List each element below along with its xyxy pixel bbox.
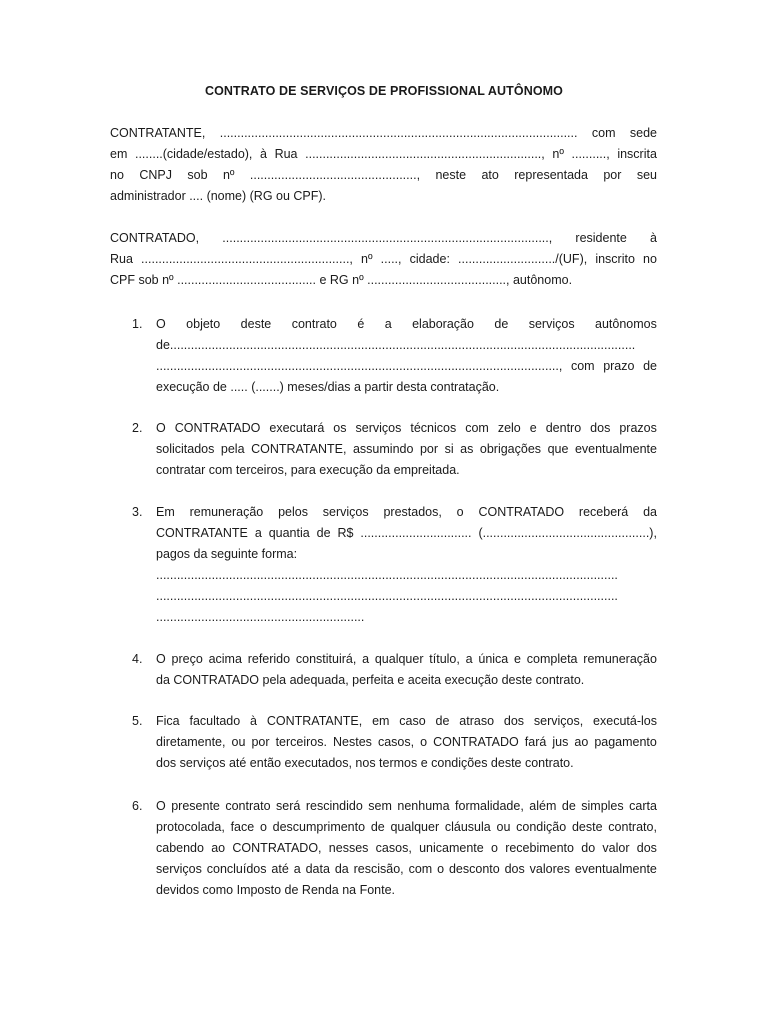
text-line xyxy=(156,732,657,753)
text-line xyxy=(156,460,657,481)
word: dentro xyxy=(545,421,582,435)
text-line xyxy=(156,523,657,544)
word: que xyxy=(547,442,569,456)
word: presente xyxy=(171,799,220,813)
word: neste xyxy=(435,168,467,182)
word: serviços xyxy=(322,505,369,519)
word: da xyxy=(643,505,657,519)
word: face xyxy=(230,820,255,834)
clause-number: 4. xyxy=(132,652,143,666)
text-line xyxy=(110,144,657,165)
word: condição xyxy=(516,820,567,834)
word: referido xyxy=(247,652,291,666)
word: O xyxy=(156,421,166,435)
word: dos xyxy=(504,862,525,876)
word: ou xyxy=(496,820,511,834)
word: completa xyxy=(526,652,578,666)
word: descumprimento xyxy=(272,820,366,834)
word: dos xyxy=(590,421,611,435)
word: a xyxy=(362,652,370,666)
text-line xyxy=(110,165,657,186)
text-line xyxy=(156,817,657,838)
text-line xyxy=(156,565,657,586)
word: casos, xyxy=(375,841,412,855)
word: sede xyxy=(629,126,657,140)
word: cidade: xyxy=(409,252,450,266)
word: autônomos xyxy=(595,317,657,331)
word: recebimento xyxy=(505,841,574,855)
text-line xyxy=(156,356,657,377)
text-line xyxy=(156,439,657,460)
word: é xyxy=(357,317,365,331)
word: serviços, xyxy=(533,714,584,728)
word: inscrita xyxy=(617,147,657,161)
word: CONTRATADO xyxy=(174,421,261,435)
clause-text xyxy=(156,796,657,901)
word: de xyxy=(561,799,576,813)
word: cláusula xyxy=(444,820,491,834)
text-line xyxy=(156,418,657,439)
word: quantia xyxy=(268,526,310,540)
text-line xyxy=(156,377,657,398)
word: deste xyxy=(240,317,272,331)
word: solicitados xyxy=(156,442,215,456)
word: em xyxy=(110,147,128,161)
word: .............................................................................................., xyxy=(222,231,553,245)
word: caso xyxy=(399,714,426,728)
text-line xyxy=(156,335,657,356)
text-line xyxy=(156,838,657,859)
word: CONTRATANTE, xyxy=(251,442,347,456)
word: ................................................, xyxy=(249,168,421,182)
word: única xyxy=(478,652,509,666)
word: título, xyxy=(429,652,460,666)
word: executá-los xyxy=(593,714,657,728)
word: CNPJ xyxy=(139,168,172,182)
clause-number: 1. xyxy=(132,317,143,331)
text-line xyxy=(156,586,657,607)
word: será xyxy=(276,799,301,813)
word: com xyxy=(570,359,595,373)
word: CONTRATANTE, xyxy=(110,126,206,140)
word: objeto xyxy=(186,317,221,331)
word: ................................ xyxy=(360,526,472,540)
word: em xyxy=(372,714,390,728)
word: da CONTRATADO pela adequada, perfeita e aceita execução deste contrato. xyxy=(156,673,585,687)
word: por xyxy=(419,442,439,456)
word: deste xyxy=(571,820,603,834)
word: nesses xyxy=(328,841,369,855)
word: técnicos xyxy=(410,421,457,435)
word: .........., xyxy=(571,147,610,161)
word: jus xyxy=(552,735,569,749)
word: simples xyxy=(581,799,624,813)
word: dos serviços até então executados, nos termos e condições deste contrato. xyxy=(156,756,574,770)
clause-number: 6. xyxy=(132,799,143,813)
word: rescindido xyxy=(305,799,363,813)
word: obrigações xyxy=(479,442,542,456)
word: os xyxy=(333,421,347,435)
word: remuneração xyxy=(583,652,657,666)
word: de xyxy=(643,359,657,373)
clause-text xyxy=(156,711,657,774)
word: de xyxy=(435,714,450,728)
text-line xyxy=(110,249,657,270)
word: si xyxy=(444,442,454,456)
word: R$ xyxy=(337,526,354,540)
word: até xyxy=(271,862,289,876)
word: além xyxy=(529,799,557,813)
word: execução de ..... (.......) meses/dias a partir desta contratação. xyxy=(156,380,500,394)
word: nenhuma xyxy=(397,799,450,813)
word: zelo xyxy=(497,421,521,435)
word: fará xyxy=(524,735,547,749)
word: ............................................................, xyxy=(141,252,353,266)
word: CONTRATADO xyxy=(433,735,519,749)
word: de...................................................................................................................................... xyxy=(156,338,636,352)
word: contrato, xyxy=(608,820,657,834)
word: sem xyxy=(368,799,392,813)
word: ao xyxy=(574,735,589,749)
word: ............................/(UF), xyxy=(458,252,588,266)
word: prazos xyxy=(619,421,657,435)
word: o xyxy=(437,862,445,876)
word: serviços xyxy=(156,862,202,876)
word: as xyxy=(460,442,474,456)
word: desconto xyxy=(448,862,500,876)
word: Rua xyxy=(274,147,298,161)
word: CONTRATANTE xyxy=(156,526,248,540)
word: qualquer xyxy=(390,820,440,834)
word: rescisão, xyxy=(353,862,404,876)
word: de xyxy=(494,317,509,331)
word: ...................................................................., xyxy=(305,147,545,161)
word: administrador .... (nome) (RG ou CPF). xyxy=(110,189,327,203)
word: o xyxy=(420,735,428,749)
word: (................................................), xyxy=(478,526,657,540)
word: CONTRATADO xyxy=(478,505,565,519)
word: ............................................................ xyxy=(156,610,365,624)
word: à xyxy=(260,147,267,161)
contratante-paragraph xyxy=(110,123,657,207)
text-line xyxy=(110,270,657,291)
word: Fica xyxy=(156,714,180,728)
word: pagamento xyxy=(594,735,657,749)
word: Nestes xyxy=(333,735,372,749)
word: carta xyxy=(629,799,657,813)
word: elaboração xyxy=(412,317,474,331)
word: pela xyxy=(220,442,245,456)
word: prestados, xyxy=(383,505,442,519)
word: devidos como Imposto de Renda na Fonte. xyxy=(156,883,396,897)
word: e xyxy=(529,421,537,435)
contratado-paragraph xyxy=(110,228,657,291)
word: nº xyxy=(552,147,564,161)
word: a xyxy=(384,317,392,331)
word: de xyxy=(370,820,385,834)
word: protocolada, xyxy=(156,820,225,834)
word: CPF sob nº ........................................ e RG nº ........................................, autônomo. xyxy=(110,273,573,287)
text-line xyxy=(156,711,657,732)
word: com xyxy=(465,421,489,435)
word: do xyxy=(581,841,596,855)
word: serviços xyxy=(528,317,575,331)
word: sob xyxy=(187,168,208,182)
text-line xyxy=(156,753,657,774)
clause-number: 2. xyxy=(132,421,143,435)
word: ....................................................................................................... xyxy=(219,126,578,140)
word: ........(cidade/estado), xyxy=(134,147,253,161)
text-line xyxy=(156,607,657,628)
text-line xyxy=(110,123,657,144)
word: eventualmente xyxy=(574,442,657,456)
word: remuneração xyxy=(189,505,264,519)
word: ato xyxy=(481,168,499,182)
word: ..................................................................................................................................... xyxy=(156,568,618,582)
text-line xyxy=(156,649,657,670)
clause-number: 5. xyxy=(132,714,143,728)
word: pagos da seguinte forma: xyxy=(156,547,298,561)
word: O xyxy=(156,317,166,331)
word: contratar com terceiros, para execução da empreitada. xyxy=(156,463,460,477)
word: à xyxy=(650,231,657,245)
word: CONTRATADO, xyxy=(110,231,200,245)
word: prazo xyxy=(603,359,635,373)
word: com xyxy=(408,862,433,876)
word: a xyxy=(293,862,301,876)
clause-text xyxy=(156,314,657,398)
word: cabendo xyxy=(156,841,204,855)
word: acima xyxy=(208,652,242,666)
word: facultado xyxy=(189,714,241,728)
word: CONTRATANTE, xyxy=(266,714,363,728)
word: ao xyxy=(211,841,226,855)
word: O xyxy=(156,652,166,666)
text-line xyxy=(110,186,657,207)
word: dos xyxy=(503,714,525,728)
clause-text xyxy=(156,502,657,628)
word: da xyxy=(334,862,349,876)
word: contrato xyxy=(291,317,337,331)
word: Rua xyxy=(110,252,133,266)
word: ...................................................................................................................., xyxy=(156,359,563,373)
text-line xyxy=(156,670,657,691)
word: ou xyxy=(231,735,246,749)
text-line xyxy=(156,880,657,901)
word: unicamente xyxy=(419,841,484,855)
word: Em xyxy=(156,505,175,519)
word: assumindo xyxy=(352,442,414,456)
text-line xyxy=(156,544,657,565)
word: seu xyxy=(636,168,657,182)
word: por xyxy=(603,168,622,182)
document-title: CONTRATO DE SERVIÇOS DE PROFISSIONAL AUTÔNOMO xyxy=(204,84,563,98)
word: dos xyxy=(636,841,657,855)
word: atraso xyxy=(459,714,495,728)
text-line xyxy=(110,228,657,249)
word: nº xyxy=(361,252,373,266)
word: a xyxy=(254,526,262,540)
word: de xyxy=(316,526,331,540)
word: e xyxy=(514,652,521,666)
word: nº xyxy=(222,168,235,182)
word: pelos xyxy=(278,505,308,519)
word: no xyxy=(643,252,657,266)
word: inscrito xyxy=(595,252,635,266)
word: à xyxy=(250,714,257,728)
word: por xyxy=(251,735,270,749)
text-line xyxy=(156,796,657,817)
word: o xyxy=(259,820,267,834)
word: ..................................................................................................................................... xyxy=(156,589,618,603)
word: ....., xyxy=(380,252,402,266)
word: diretamente, xyxy=(156,735,226,749)
word: casos, xyxy=(377,735,415,749)
word: valor xyxy=(602,841,630,855)
word: com xyxy=(591,126,616,140)
word: representada xyxy=(514,168,588,182)
word: eventualmente xyxy=(574,862,657,876)
word: receberá xyxy=(578,505,629,519)
word: formalidade, xyxy=(455,799,524,813)
word: data xyxy=(305,862,330,876)
text-line xyxy=(156,859,657,880)
word: qualquer xyxy=(374,652,424,666)
word: o xyxy=(456,505,464,519)
clause-text xyxy=(156,418,657,481)
word: CONTRATADO, xyxy=(232,841,322,855)
word: residente xyxy=(575,231,627,245)
word: o xyxy=(490,841,498,855)
word: no xyxy=(110,168,124,182)
word: terceiros. xyxy=(275,735,327,749)
clause-text xyxy=(156,649,657,691)
word: executará xyxy=(269,421,325,435)
word: valores xyxy=(529,862,570,876)
word: contrato xyxy=(225,799,271,813)
clause-number: 3. xyxy=(132,505,143,519)
word: serviços xyxy=(355,421,402,435)
word: constituirá, xyxy=(295,652,357,666)
text-line xyxy=(156,314,657,335)
word: preço xyxy=(171,652,203,666)
word: a xyxy=(465,652,473,666)
word: O xyxy=(156,799,166,813)
word: concluídos xyxy=(206,862,267,876)
text-line xyxy=(156,502,657,523)
